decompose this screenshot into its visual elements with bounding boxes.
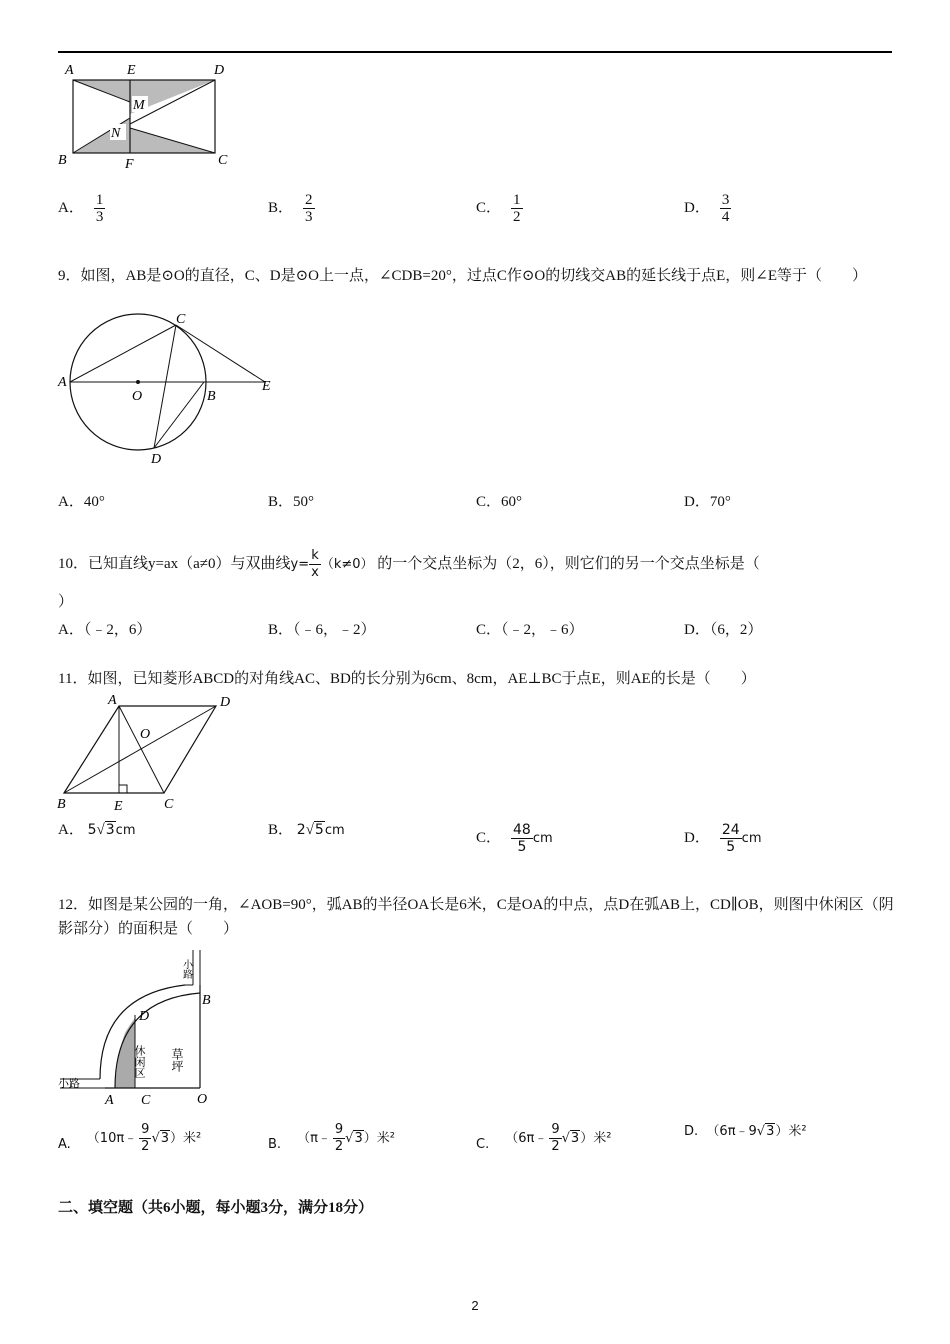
q11-text: 11．如图，已知菱形ABCD的对角线AC、BD的长分别为6cm、8cm，AE⊥BC于点E，则AE的长是（ ） xyxy=(58,671,756,687)
q10-option-d[interactable]: D．（6，2） xyxy=(684,622,763,638)
q11-option-c[interactable]: C． $\frac{48}{5}$ cm xyxy=(476,822,553,855)
q10-text xyxy=(58,548,898,581)
q11-label-B: B xyxy=(57,797,66,812)
q12-label-rest: 休闲区 xyxy=(133,1045,145,1078)
q11-label-A: A xyxy=(108,693,117,708)
q10-text-b: 的一个交点坐标为（2，6），则它们的另一个交点坐标是（ xyxy=(377,555,760,572)
q8-option-a[interactable]: A． $\frac{1}{3}$ xyxy=(58,192,104,225)
q8-figure xyxy=(55,58,245,173)
q12-label-D: D xyxy=(139,1009,150,1024)
q11-label-C: C xyxy=(164,797,174,812)
q12-option-a[interactable]: A. （10π﹣ $\frac{9}{2}$ √3）米² xyxy=(58,1122,202,1154)
q10-frac-den: x xyxy=(311,565,319,580)
q8-option-d[interactable]: D． $\frac{3}{4}$ xyxy=(684,192,730,225)
q9-label-B: B xyxy=(207,389,216,404)
q12-label-path-left: 小路 xyxy=(58,1078,80,1090)
q11-figure xyxy=(55,690,245,815)
q10-frac-prefix: y= xyxy=(290,556,310,572)
q12-figure xyxy=(55,945,225,1110)
q8-label-M: M xyxy=(133,98,145,113)
q9-label-C: C xyxy=(176,312,186,327)
q9-option-a[interactable]: A．40° xyxy=(58,494,105,510)
q11-label-O: O xyxy=(140,727,151,742)
q9-text: 9．如图，AB是⊙O的直径，C、D是⊙O上一点，∠CDB=20°，过点C作⊙O的切线交AB的延长线于点E，则∠E等于（ ） xyxy=(58,268,867,284)
q11-option-a[interactable]: A． 5√3cm xyxy=(58,822,136,838)
q11-option-d[interactable]: D． $\frac{24}{5}$ cm xyxy=(684,822,762,855)
q8-label-B: B xyxy=(58,153,67,168)
q11-option-b[interactable]: B． 2√5cm xyxy=(268,822,345,838)
q10-text-a: 10．已知直线y=ax（a≠0）与双曲线 xyxy=(58,555,291,572)
q9-label-A: A xyxy=(58,375,67,390)
q8-option-c[interactable]: C． $\frac{1}{2}$ xyxy=(476,192,521,225)
q9-option-d[interactable]: D．70° xyxy=(684,494,731,510)
q8-label-A: A xyxy=(65,63,74,78)
q8-label-F: F xyxy=(125,157,134,172)
section-heading: 二、填空题（共6小题，每小题3分，满分18分） xyxy=(58,1200,374,1216)
q8-label-C: C xyxy=(218,153,228,168)
q9-figure xyxy=(55,310,285,470)
q10-option-c[interactable]: C．（﹣2，﹣6） xyxy=(476,622,584,638)
q12-option-b[interactable]: B. （π﹣ $\frac{9}{2}$ √3）米² xyxy=(268,1122,395,1154)
top-rule xyxy=(58,51,892,53)
q11-label-D: D xyxy=(220,695,231,710)
q11-label-E: E xyxy=(114,799,123,814)
q8-label-E: E xyxy=(127,63,136,78)
q10-frac-num: k xyxy=(309,548,321,565)
q12-label-path-top: 小路 xyxy=(180,959,192,979)
q12-label-grass: 草坪 xyxy=(170,1048,184,1072)
q10-frac-cond: （k≠0） xyxy=(320,556,374,572)
q8-label-D: D xyxy=(214,63,225,78)
page-number: 2 xyxy=(471,1298,479,1313)
q9-label-O: O xyxy=(132,389,143,404)
q8-label-N: N xyxy=(111,126,121,141)
q8-option-b[interactable]: B． $\frac{2}{3}$ xyxy=(268,192,313,225)
q9-label-D: D xyxy=(151,452,162,467)
q10-option-a[interactable]: A．（﹣2，6） xyxy=(58,622,152,638)
q9-label-E: E xyxy=(262,379,271,394)
q10-option-b[interactable]: B．（﹣6，﹣2） xyxy=(268,622,376,638)
q12-text: 12．如图是某公园的一角，∠AOB=90°，弧AB的半径OA长是6米，C是OA的中点，点D在弧AB上，CD∥OB，则图中休闲区（阴影部分）的面积是（ ） xyxy=(58,897,894,937)
q12-label-C: C xyxy=(141,1093,151,1108)
q12-label-A: A xyxy=(105,1093,114,1108)
q10-text-c: ） xyxy=(58,594,74,610)
q12-option-c[interactable]: C. （6π﹣ $\frac{9}{2}$ √3）米² xyxy=(476,1122,612,1154)
q12-label-O: O xyxy=(197,1092,208,1107)
q9-option-c[interactable]: C．60° xyxy=(476,494,523,510)
q9-option-b[interactable]: B．50° xyxy=(268,494,315,510)
q12-label-B: B xyxy=(202,993,211,1008)
q12-option-d[interactable]: D. （6π﹣9√3）米² xyxy=(684,1124,807,1139)
